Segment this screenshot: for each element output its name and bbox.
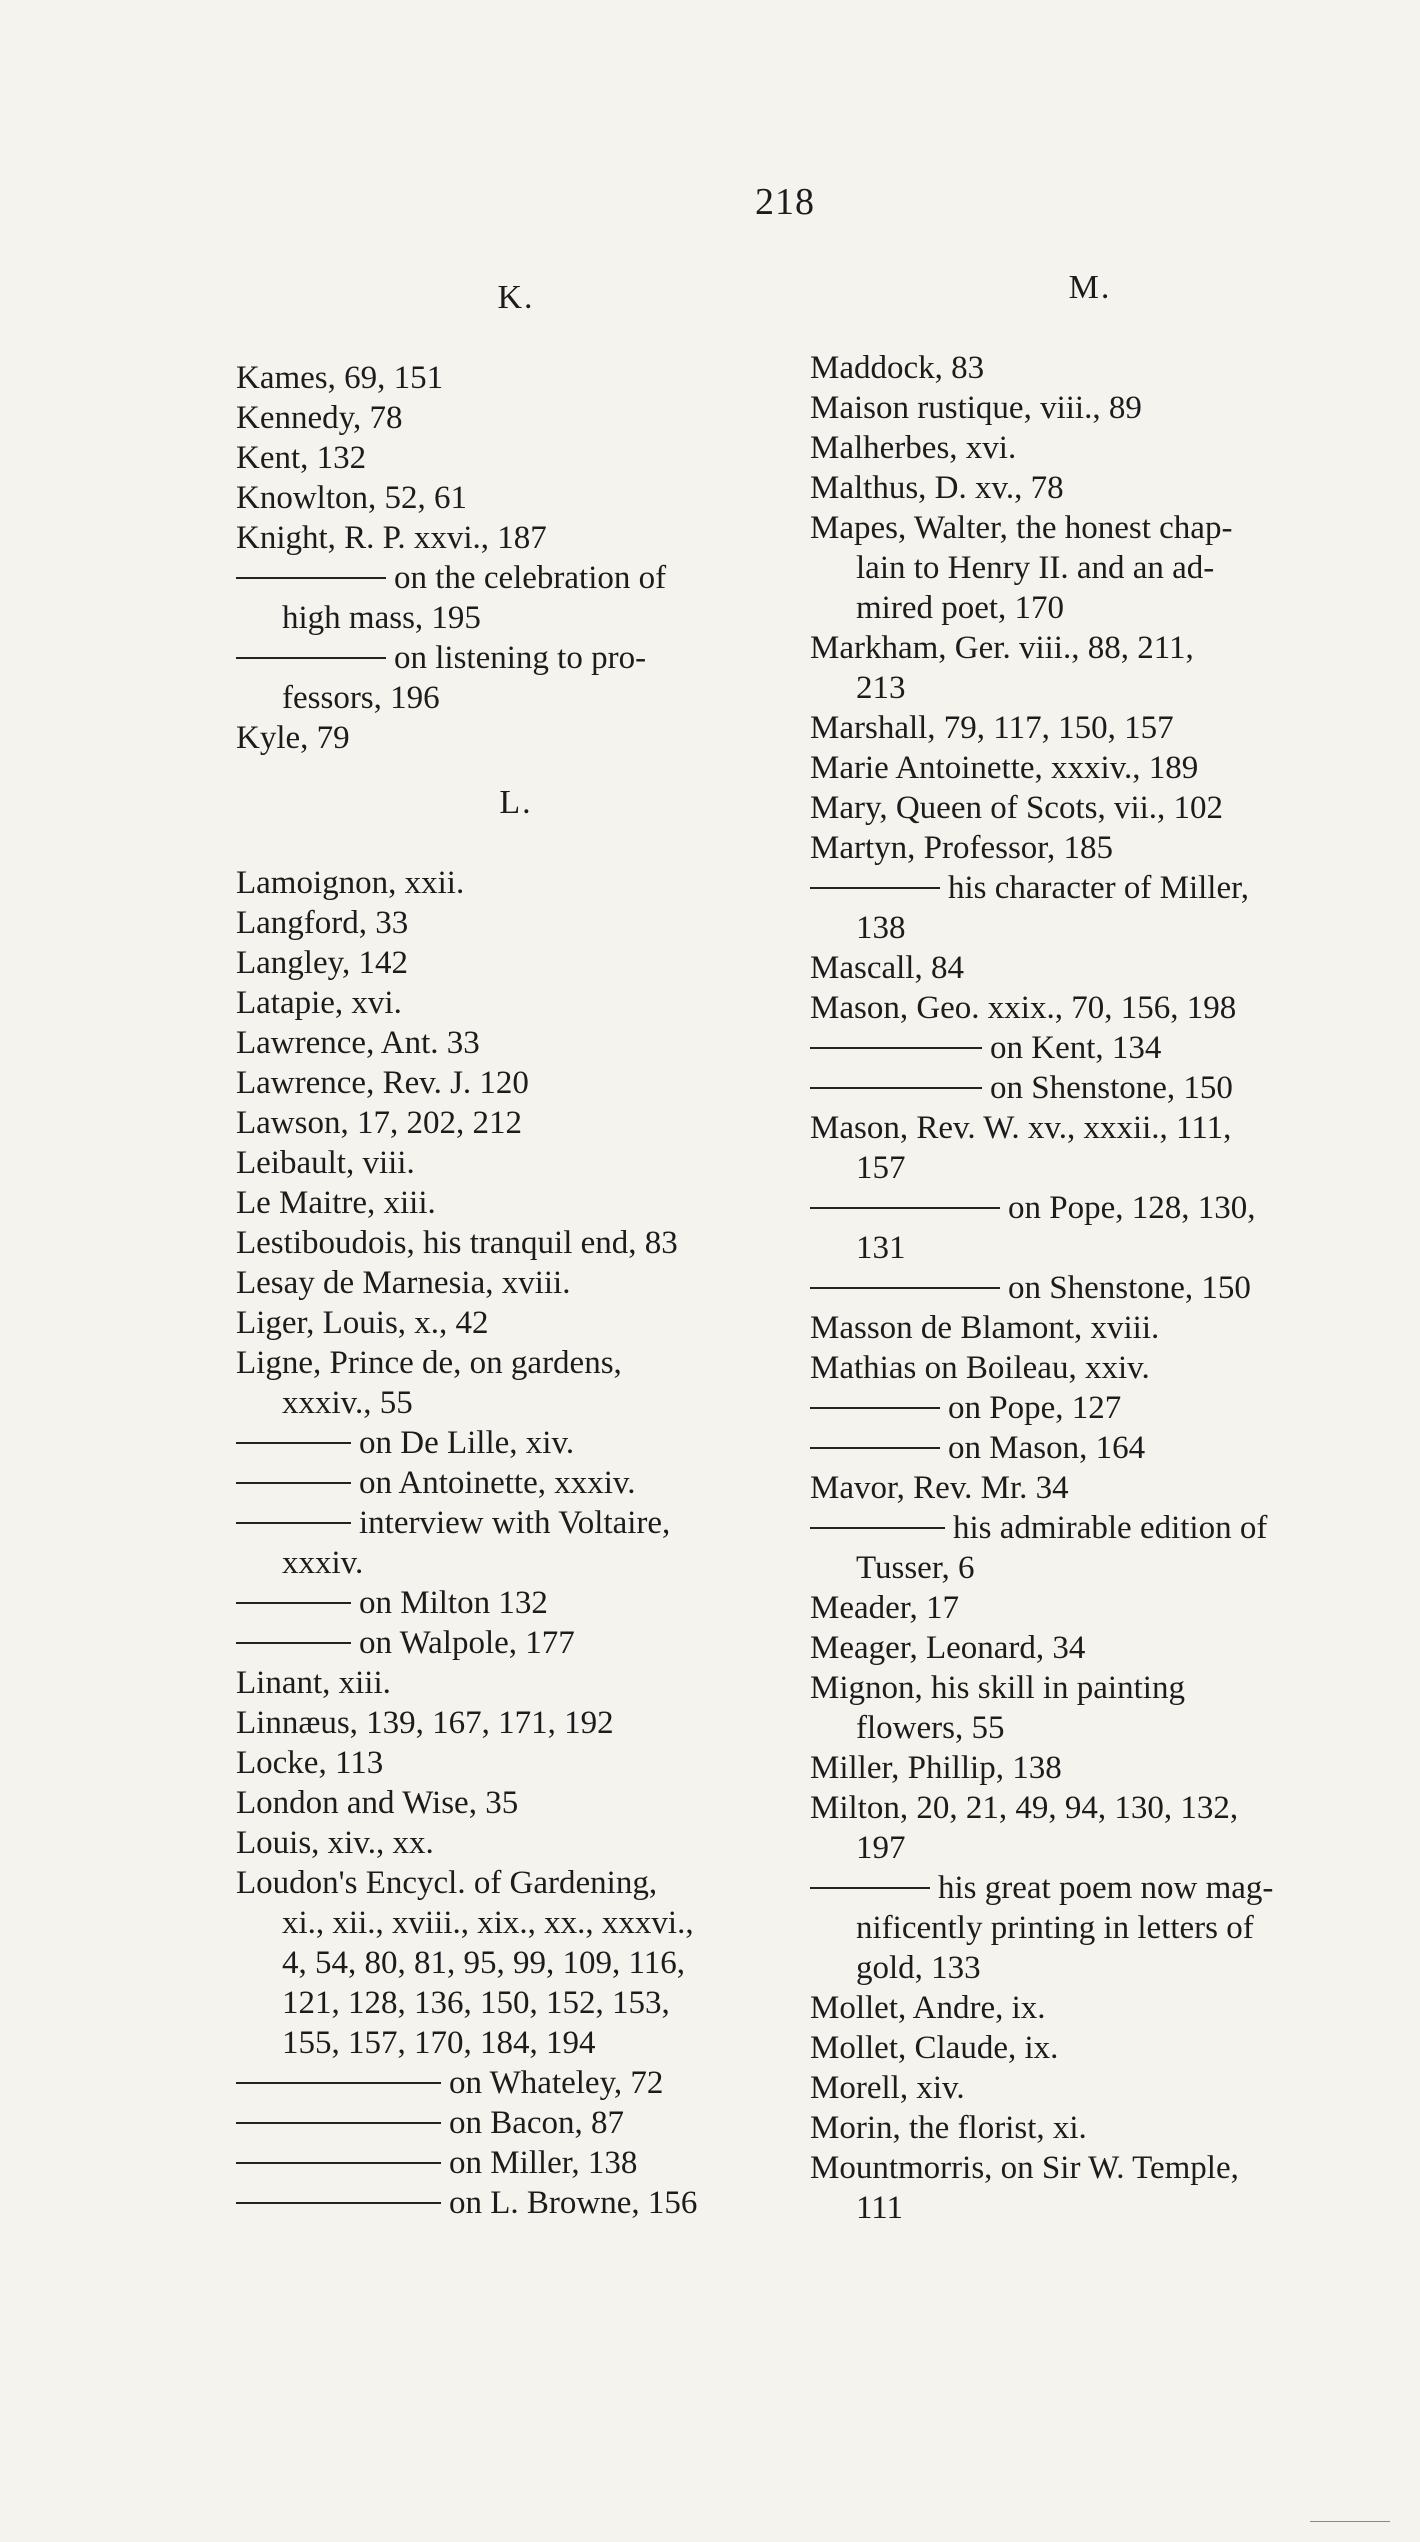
ditto-dash <box>236 2202 441 2204</box>
ditto-dash <box>236 1442 351 1444</box>
index-subentry <box>236 1463 796 1503</box>
ditto-dash <box>236 2122 441 2124</box>
index-entry: Ligne, Prince de, on gardens, <box>236 1345 622 1381</box>
subentry-text: on Kent, 134 <box>990 1030 1162 1066</box>
index-subentry <box>236 638 796 678</box>
ditto-dash <box>810 1527 945 1529</box>
index-subentry <box>810 1188 1370 1228</box>
ditto-dash <box>236 1642 351 1644</box>
index-entry: Lesay de Marnesia, xviii. <box>236 1265 571 1301</box>
index-entry-continuation: 4, 54, 80, 81, 95, 99, 109, 116, <box>282 1945 686 1981</box>
subentry-text: on Milton 132 <box>359 1585 548 1621</box>
subentry-text: on L. Browne, 156 <box>449 2185 698 2221</box>
ditto-dash <box>236 2082 441 2084</box>
index-subentry <box>236 558 796 598</box>
index-entry: Louis, xiv., xx. <box>236 1825 434 1861</box>
index-entry-continuation: high mass, 195 <box>282 600 481 636</box>
subentry-text: on Shenstone, 150 <box>1008 1270 1251 1306</box>
index-entry: Mascall, 84 <box>810 950 964 986</box>
index-entry: Lamoignon, xxii. <box>236 865 465 901</box>
page-number: 218 <box>755 181 815 223</box>
index-entry: Mary, Queen of Scots, vii., 102 <box>810 790 1224 826</box>
index-subentry <box>236 2183 796 2223</box>
index-entry-continuation: Tusser, 6 <box>856 1550 975 1586</box>
index-subentry <box>810 1428 1370 1468</box>
index-entry-continuation: xxxiv., 55 <box>282 1385 413 1421</box>
index-entry-continuation: xxxiv. <box>282 1545 364 1581</box>
index-entry: Mavor, Rev. Mr. 34 <box>810 1470 1069 1506</box>
ditto-dash <box>810 1447 940 1449</box>
index-subentry <box>236 2103 796 2143</box>
index-entry: Loudon's Encycl. of Gardening, <box>236 1865 658 1901</box>
subentry-text: his character of Miller, <box>948 870 1250 906</box>
index-entry: Mollet, Andre, ix. <box>810 1990 1046 2026</box>
index-entry: London and Wise, 35 <box>236 1785 519 1821</box>
subentry-text: on the celebration of <box>394 560 667 596</box>
index-entry: Kennedy, 78 <box>236 400 403 436</box>
index-subentry <box>236 2143 796 2183</box>
index-entry: Langley, 142 <box>236 945 408 981</box>
index-entry: Locke, 113 <box>236 1745 384 1781</box>
index-entry: Kames, 69, 151 <box>236 360 444 396</box>
subentry-text: on Pope, 128, 130, <box>1008 1190 1256 1226</box>
ditto-dash <box>236 1602 351 1604</box>
subentry-text: on Walpole, 177 <box>359 1625 575 1661</box>
index-entry: Marshall, 79, 117, 150, 157 <box>810 710 1174 746</box>
subentry-text: on Bacon, 87 <box>449 2105 625 2141</box>
subentry-text: on listening to pro- <box>394 640 647 676</box>
ditto-dash <box>810 1207 1000 1209</box>
index-entry: Maison rustique, viii., 89 <box>810 390 1142 426</box>
index-entry: Lawrence, Ant. 33 <box>236 1025 480 1061</box>
index-entry-continuation: 111 <box>856 2190 904 2226</box>
index-entry: Mason, Geo. xxix., 70, 156, 198 <box>810 990 1237 1026</box>
index-subentry <box>236 1623 796 1663</box>
index-entry-continuation: mired poet, 170 <box>856 590 1065 626</box>
index-subentry <box>236 2063 796 2103</box>
ditto-dash <box>810 1087 982 1089</box>
index-entry: Knight, R. P. xxvi., 187 <box>236 520 547 556</box>
subentry-text: his admirable edition of <box>953 1510 1268 1546</box>
index-entry: Masson de Blamont, xviii. <box>810 1310 1160 1346</box>
index-entry: Mignon, his skill in painting <box>810 1670 1185 1706</box>
ditto-dash <box>810 1407 940 1409</box>
index-entry: Meader, 17 <box>810 1590 959 1626</box>
index-entry: Lawrence, Rev. J. 120 <box>236 1065 529 1101</box>
index-entry-continuation: 138 <box>856 910 906 946</box>
index-subentry <box>810 1028 1370 1068</box>
ditto-dash <box>810 1047 982 1049</box>
index-entry: Martyn, Professor, 185 <box>810 830 1113 866</box>
index-column-right <box>810 268 1370 2228</box>
subentry-text: his great poem now mag- <box>938 1870 1274 1906</box>
section-heading-m: M. <box>1068 269 1112 306</box>
index-subentry <box>810 868 1370 908</box>
index-entry: Latapie, xvi. <box>236 985 402 1021</box>
subentry-text: interview with Voltaire, <box>359 1505 671 1541</box>
index-entry: Morell, xiv. <box>810 2070 965 2106</box>
index-subentry <box>236 1503 796 1543</box>
index-entry: Mapes, Walter, the honest chap- <box>810 510 1233 546</box>
index-entry-continuation: 197 <box>856 1830 906 1866</box>
index-subentry <box>810 1068 1370 1108</box>
index-subentry <box>810 1868 1370 1908</box>
index-entry-continuation: xi., xii., xviii., xix., xx., xxxvi., <box>282 1905 694 1941</box>
index-entry: Le Maitre, xiii. <box>236 1185 436 1221</box>
ditto-dash <box>810 1887 930 1889</box>
index-entry: Markham, Ger. viii., 88, 211, <box>810 630 1194 666</box>
index-entry: Lawson, 17, 202, 212 <box>236 1105 522 1141</box>
subentry-text: on Pope, 127 <box>948 1390 1122 1426</box>
index-entry: Linant, xiii. <box>236 1665 391 1701</box>
index-entry: Linnæus, 139, 167, 171, 192 <box>236 1705 614 1741</box>
index-entry-continuation: gold, 133 <box>856 1950 981 1986</box>
index-subentry <box>236 1423 796 1463</box>
ditto-dash <box>236 2162 441 2164</box>
ditto-dash <box>236 577 386 579</box>
section-heading-k: K. <box>497 279 535 316</box>
index-subentry <box>810 1268 1370 1308</box>
index-entry-continuation: fessors, 196 <box>282 680 440 716</box>
index-entry: Meager, Leonard, 34 <box>810 1630 1086 1666</box>
index-entry: Kent, 132 <box>236 440 367 476</box>
index-entry: Lestiboudois, his tranquil end, 83 <box>236 1225 678 1261</box>
index-subentry <box>236 1583 796 1623</box>
index-entry: Mollet, Claude, ix. <box>810 2030 1059 2066</box>
index-entry: Knowlton, 52, 61 <box>236 480 467 516</box>
index-entry: Malherbes, xvi. <box>810 430 1017 466</box>
index-entry-continuation: 213 <box>856 670 906 706</box>
index-entry: Kyle, 79 <box>236 720 350 756</box>
index-subentry <box>810 1388 1370 1428</box>
subentry-text: on Miller, 138 <box>449 2145 638 2181</box>
index-subentry <box>810 1508 1370 1548</box>
subentry-text: on De Lille, xiv. <box>359 1425 575 1461</box>
index-entry: Morin, the florist, xi. <box>810 2110 1087 2146</box>
subentry-text: on Mason, 164 <box>948 1430 1146 1466</box>
index-column-left <box>236 278 796 2223</box>
index-entry: Maddock, 83 <box>810 350 985 386</box>
index-entry: Mathias on Boileau, xxiv. <box>810 1350 1150 1386</box>
ditto-dash <box>810 887 940 889</box>
ditto-dash <box>810 1287 1000 1289</box>
index-entry-continuation: lain to Henry II. and an ad- <box>856 550 1215 586</box>
index-entry: Malthus, D. xv., 78 <box>810 470 1064 506</box>
index-entry: Langford, 33 <box>236 905 409 941</box>
page-edge-mark <box>1310 2521 1390 2522</box>
subentry-text: on Whateley, 72 <box>449 2065 664 2101</box>
index-entry: Marie Antoinette, xxxiv., 189 <box>810 750 1199 786</box>
index-entry-continuation: 155, 157, 170, 184, 194 <box>282 2025 596 2061</box>
ditto-dash <box>236 657 386 659</box>
index-entry: Miller, Phillip, 138 <box>810 1750 1062 1786</box>
index-entry: Mason, Rev. W. xv., xxxii., 111, <box>810 1110 1232 1146</box>
index-entry: Mountmorris, on Sir W. Temple, <box>810 2150 1239 2186</box>
index-entry-continuation: 131 <box>856 1230 906 1266</box>
index-entry: Milton, 20, 21, 49, 94, 130, 132, <box>810 1790 1239 1826</box>
section-heading-l: L. <box>499 784 533 821</box>
index-entry-continuation: 157 <box>856 1150 906 1186</box>
ditto-dash <box>236 1482 351 1484</box>
index-entry-continuation: flowers, 55 <box>856 1710 1005 1746</box>
ditto-dash <box>236 1522 351 1524</box>
index-entry-continuation: nificently printing in letters of <box>856 1910 1254 1946</box>
index-entry-continuation: 121, 128, 136, 150, 152, 153, <box>282 1985 670 2021</box>
index-entry: Leibault, viii. <box>236 1145 415 1181</box>
subentry-text: on Shenstone, 150 <box>990 1070 1233 1106</box>
index-entry: Liger, Louis, x., 42 <box>236 1305 489 1341</box>
subentry-text: on Antoinette, xxxiv. <box>359 1465 636 1501</box>
